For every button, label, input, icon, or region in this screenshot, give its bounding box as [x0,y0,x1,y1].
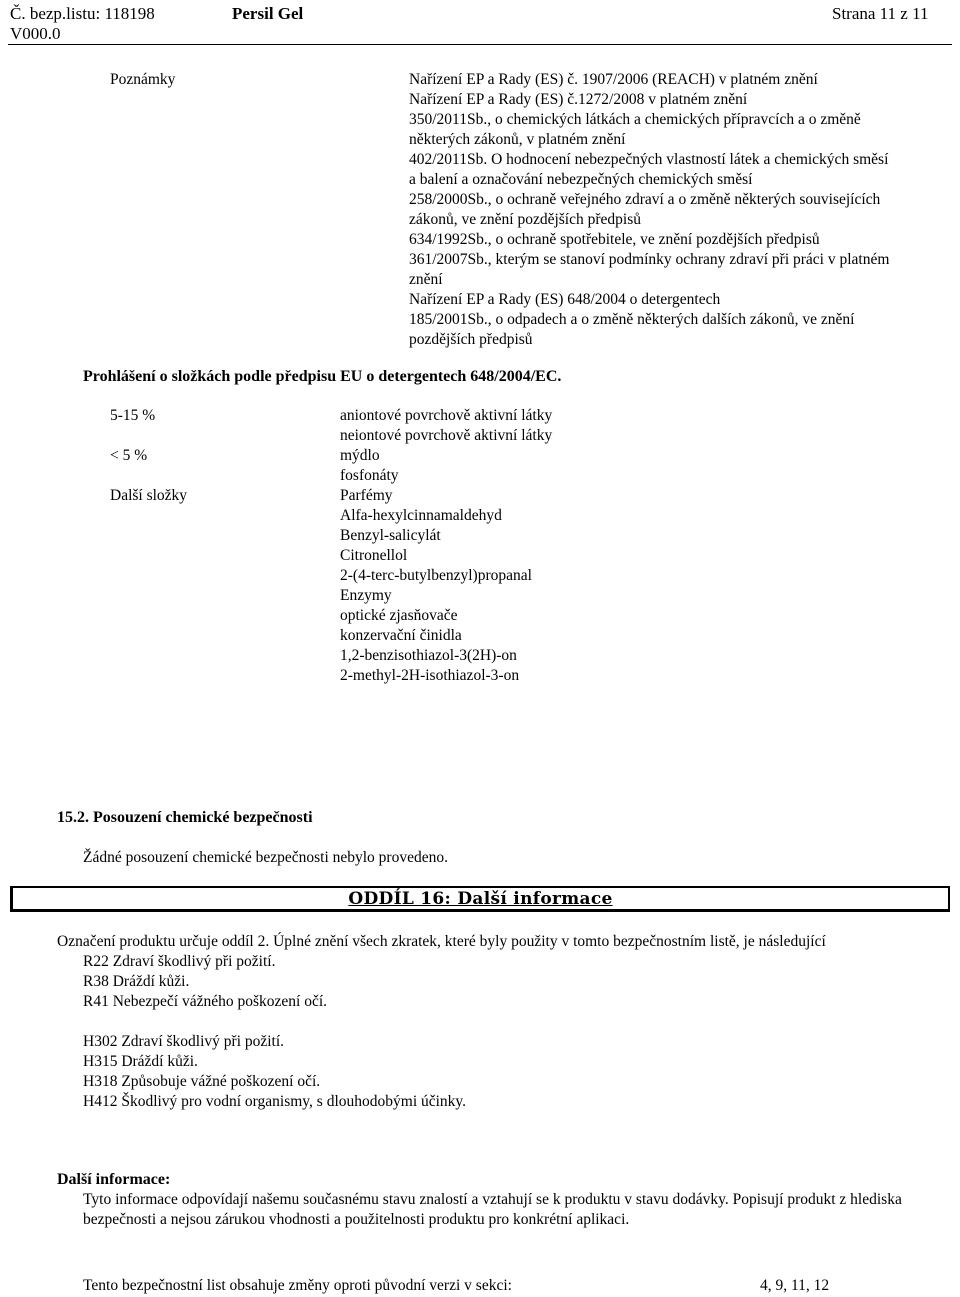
notes-line: a balení a označování nebezpečných chemických směsí [409,171,753,188]
composition-ingredient: 2-methyl-2H-isothiazol-3-on [340,667,520,684]
notes-line: některých zákonů, v platném znění [409,131,626,148]
notes-line: Nařízení EP a Rady (ES) č. 1907/2006 (REACH) v platném znění [409,71,818,88]
declaration-heading: Prohlášení o složkách podle předpisu EU o detergentech 648/2004/EC. [83,368,562,385]
product-name: Persil Gel [232,4,304,23]
assessment-heading: 15.2. Posouzení chemické bezpečnosti [57,809,313,826]
composition-ingredient: Benzyl-salicylát [340,527,441,544]
notes-list [409,70,949,350]
composition-ingredient: 2-(4-terc-butylbenzyl)propanal [340,567,532,584]
composition-ingredient: mýdlo [340,447,380,464]
h-phrase: H412 Škodlivý pro vodní organismy, s dlouhodobými účinky. [83,1093,467,1110]
notes-line: 258/2000Sb., o ochraně veřejného zdraví a o změně některých souvisejících [409,191,881,208]
notes-line: 634/1992Sb., o ochraně spotřebitele, ve znění pozdějších předpisů [409,231,820,248]
changes-value: 4, 9, 11, 12 [760,1277,830,1294]
notes-line: pozdějších předpisů [409,331,533,348]
r-phrase: R41 Nebezpečí vážného poškození očí. [83,993,328,1010]
composition-range: < 5 % [110,447,148,464]
r-phrase: R22 Zdraví škodlivý při požití. [83,953,276,970]
sheet-number: Č. bezp.listu: 118198 [10,4,155,23]
r-phrase: R38 Dráždí kůži. [83,973,190,990]
section-16-intro: Označení produktu určuje oddíl 2. Úplné znění všech zkratek, které byly použity v tomto bezpečnostním listě, je následující [57,933,826,950]
composition-ingredient: aniontové povrchově aktivní látky [340,407,553,424]
notes-line: znění [409,271,443,288]
composition-ingredient: Parfémy [340,487,393,504]
assessment-text: Žádné posouzení chemické bezpečnosti nebylo provedeno. [83,849,448,866]
notes-line: Nařízení EP a Rady (ES) č.1272/2008 v platném znění [409,91,748,108]
notes-label: Poznámky [110,71,176,88]
h-phrase: H318 Způsobuje vážné poškození očí. [83,1073,321,1090]
composition-ingredient: Alfa-hexylcinnamaldehyd [340,507,502,524]
changes-label: Tento bezpečnostní list obsahuje změny oproti původní verzi v sekci: [83,1277,512,1294]
h-phrase: H315 Dráždí kůži. [83,1053,198,1070]
composition-range: 5-15 % [110,407,156,424]
section-16-header [10,886,950,912]
composition-ingredient: neiontové povrchově aktivní látky [340,427,553,444]
notes-line: Nařízení EP a Rady (ES) 648/2004 o detergentech [409,291,721,308]
h-phrase: H302 Zdraví škodlivý při požití. [83,1033,285,1050]
header-divider [8,44,952,45]
notes-line: zákonů, ve znění pozdějších předpisů [409,211,641,228]
composition-ingredient: konzervační činidla [340,627,462,644]
section-16-title-text: ODDÍL 16: Další informace [348,889,613,909]
further-info-heading: Další informace: [57,1171,171,1188]
further-info-text: Tyto informace odpovídají našemu současnému stavu znalostí a vztahují se k produktu v stavu dodávky. Popisují produkt z hlediska bezpečnosti a nejsou zárukou vhodnosti a použitelnosti produktu pro konkrétní aplikaci. [83,1191,902,1228]
section-16-title [13,889,948,909]
composition-ingredient: 1,2-benzisothiazol-3(2H)-on [340,647,517,664]
notes-line: 350/2011Sb., o chemických látkách a chemických přípravcích a o změně [409,111,861,128]
notes-line: 361/2007Sb., kterým se stanoví podmínky ochrany zdraví při práci v platném [409,251,890,268]
composition-ingredient: optické zjasňovače [340,607,458,624]
version: V000.0 [10,24,61,43]
composition-ingredient: fosfonáty [340,467,399,484]
composition-ingredient: Citronellol [340,547,408,564]
composition-ingredient: Enzymy [340,587,392,604]
page-number: Strana 11 z 11 [832,4,929,23]
composition-range: Další složky [110,487,188,504]
notes-line: 402/2011Sb. O hodnocení nebezpečných vlastností látek a chemických směsí [409,151,889,168]
notes-line: 185/2001Sb., o odpadech a o změně některých dalších zákonů, ve znění [409,311,855,328]
